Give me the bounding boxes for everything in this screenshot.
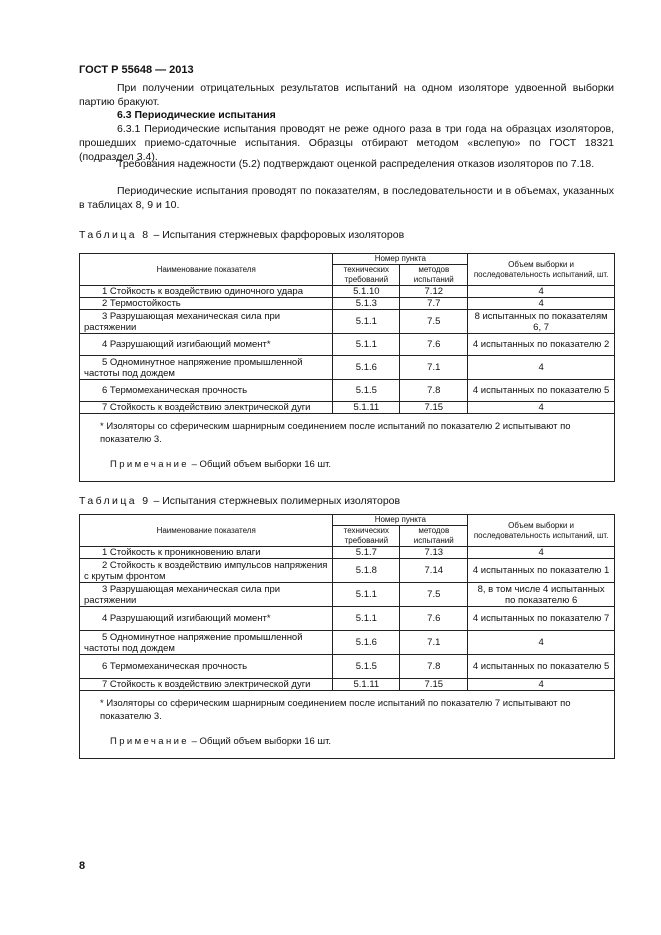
cell-meth: 7.15 [400,679,468,691]
cell-name: 6 Термомеханическая прочность [80,380,333,402]
table9-header-meth: методов испытаний [400,526,468,547]
cell-meth: 7.1 [400,631,468,655]
table8-note-label: Примечание [110,459,189,470]
cell-name: 2 Термостойкость [80,298,333,310]
table8-header-vol: Объем выборки и последовательность испытаний, шт. [468,254,615,286]
cell-meth: 7.6 [400,607,468,631]
table-row [80,298,615,310]
page-number: 8 [79,860,86,872]
cell-name: 1 Стойкость к проникновению влаги [80,547,333,559]
cell-vol: 4 испытанных по показателю 5 [468,380,615,402]
table-row [80,380,615,402]
paragraph-reliability: Требования надежности (5.2) подтверждают оценкой распределения отказов изоляторов по 7.18. [117,158,595,170]
cell-vol: 4 [468,298,615,310]
cell-name: 6 Термомеханическая прочность [80,655,333,679]
cell-vol: 4 испытанных по показателю 2 [468,334,615,356]
table9-note-text: – Общий объем выборки 16 шт. [189,736,332,747]
table8-header-num: Номер пункта [333,254,468,265]
table8 [79,253,615,482]
cell-meth: 7.13 [400,547,468,559]
table9-footnote: * Изоляторы со сферическим шарнирным соединением после испытаний по показателю 7 испытывают по показателю 3. [100,698,571,722]
cell-meth: 7.15 [400,402,468,414]
cell-name: 2 Стойкость к воздействию импульсов напряжения с крутым фронтом [80,559,333,583]
cell-vol: 4 [468,679,615,691]
cell-vol: 8 испытанных по показателям 6, 7 [468,310,615,334]
table9-header-name: Наименование показателя [80,515,333,547]
table-row [80,583,615,607]
cell-meth: 7.7 [400,298,468,310]
cell-req: 5.1.10 [333,286,400,298]
table9-caption [79,495,400,507]
table-row [80,559,615,583]
table9-note-label: Примечание [110,736,189,747]
table9-caption-text: – Испытания стержневых полимерных изоляторов [150,495,401,507]
cell-vol: 4 испытанных по показателю 1 [468,559,615,583]
cell-req: 5.1.8 [333,559,400,583]
cell-name: 1 Стойкость к воздействию одиночного удара [80,286,333,298]
cell-req: 5.1.11 [333,679,400,691]
cell-name: 3 Разрушающая механическая сила при растяжении [80,310,333,334]
table8-caption-label: Таблица 8 [79,229,151,241]
cell-name: 5 Одноминутное напряжение промышленной частоты под дождем [80,356,333,380]
table9-footnote-cell [80,691,615,759]
cell-meth: 7.8 [400,655,468,679]
cell-vol: 4 испытанных по показателю 7 [468,607,615,631]
cell-name: 7 Стойкость к воздействию электрической дуги [80,679,333,691]
cell-req: 5.1.1 [333,334,400,356]
table-row [80,356,615,380]
table-row [80,655,615,679]
table-row [80,607,615,631]
cell-req: 5.1.5 [333,655,400,679]
cell-name: 7 Стойкость к воздействию электрической дуги [80,402,333,414]
cell-vol: 4 [468,286,615,298]
table8-footnote-cell [80,414,615,482]
cell-meth: 7.1 [400,356,468,380]
section-heading: 6.3 Периодические испытания [117,109,276,121]
cell-req: 5.1.6 [333,356,400,380]
table-row [80,547,615,559]
cell-meth: 7.8 [400,380,468,402]
document-header: ГОСТ Р 55648 — 2013 [79,64,194,76]
cell-req: 5.1.1 [333,583,400,607]
table8-note-text: – Общий объем выборки 16 шт. [189,459,332,470]
table9-note [90,735,604,748]
table-row [80,631,615,655]
cell-meth: 7.12 [400,286,468,298]
table8-caption-text: – Испытания стержневых фарфоровых изоляторов [150,229,405,241]
table9-header-vol: Объем выборки и последовательность испытаний, шт. [468,515,615,547]
table8-header-meth: методов испытаний [400,265,468,286]
table-row [80,310,615,334]
paragraph-periodic: 6.3.1 Периодические испытания проводят не реже одного раза в три года на образцах изоляторов, прошедших приемо-сдаточные испытания. Образцы отбирают методом «вслепую» по ГОСТ 18321 (подраздел 3.4). [79,123,614,163]
table-row [80,286,615,298]
cell-meth: 7.14 [400,559,468,583]
cell-vol: 4 [468,356,615,380]
table8-footnote: * Изоляторы со сферическим шарнирным соединением после испытаний по показателю 2 испытывают по показателю 3. [100,421,571,445]
cell-req: 5.1.5 [333,380,400,402]
table8-header-name: Наименование показателя [80,254,333,286]
table8-note [90,458,604,471]
cell-vol: 4 испытанных по показателю 5 [468,655,615,679]
cell-meth: 7.5 [400,310,468,334]
table9-caption-label: Таблица 9 [79,495,151,507]
cell-vol: 4 [468,631,615,655]
table-row [80,402,615,414]
cell-name: 4 Разрушающий изгибающий момент* [80,607,333,631]
cell-req: 5.1.6 [333,631,400,655]
cell-req: 5.1.3 [333,298,400,310]
table9 [79,514,615,759]
table-row [80,679,615,691]
table-row [80,334,615,356]
cell-vol: 4 [468,547,615,559]
cell-req: 5.1.1 [333,310,400,334]
cell-vol: 8, в том числе 4 испытанных по показателю 6 [468,583,615,607]
table9-header-num: Номер пункта [333,515,468,526]
cell-vol: 4 [468,402,615,414]
cell-name: 3 Разрушающая механическая сила при растяжении [80,583,333,607]
cell-req: 5.1.11 [333,402,400,414]
table8-caption [79,229,404,241]
cell-meth: 7.5 [400,583,468,607]
paragraph-rejection: При получении отрицательных результатов испытаний на одном изоляторе удвоенной выборки партию бракуют. [79,82,614,108]
cell-req: 5.1.1 [333,607,400,631]
paragraph-tables: Периодические испытания проводят по показателям, в последовательности и в объемах, указанных в таблицах 8, 9 и 10. [79,185,614,211]
cell-name: 5 Одноминутное напряжение промышленной частоты под дождем [80,631,333,655]
table9-header-req: технических требований [333,526,400,547]
cell-meth: 7.6 [400,334,468,356]
cell-name: 4 Разрушающий изгибающий момент* [80,334,333,356]
table8-header-req: технических требований [333,265,400,286]
cell-req: 5.1.7 [333,547,400,559]
